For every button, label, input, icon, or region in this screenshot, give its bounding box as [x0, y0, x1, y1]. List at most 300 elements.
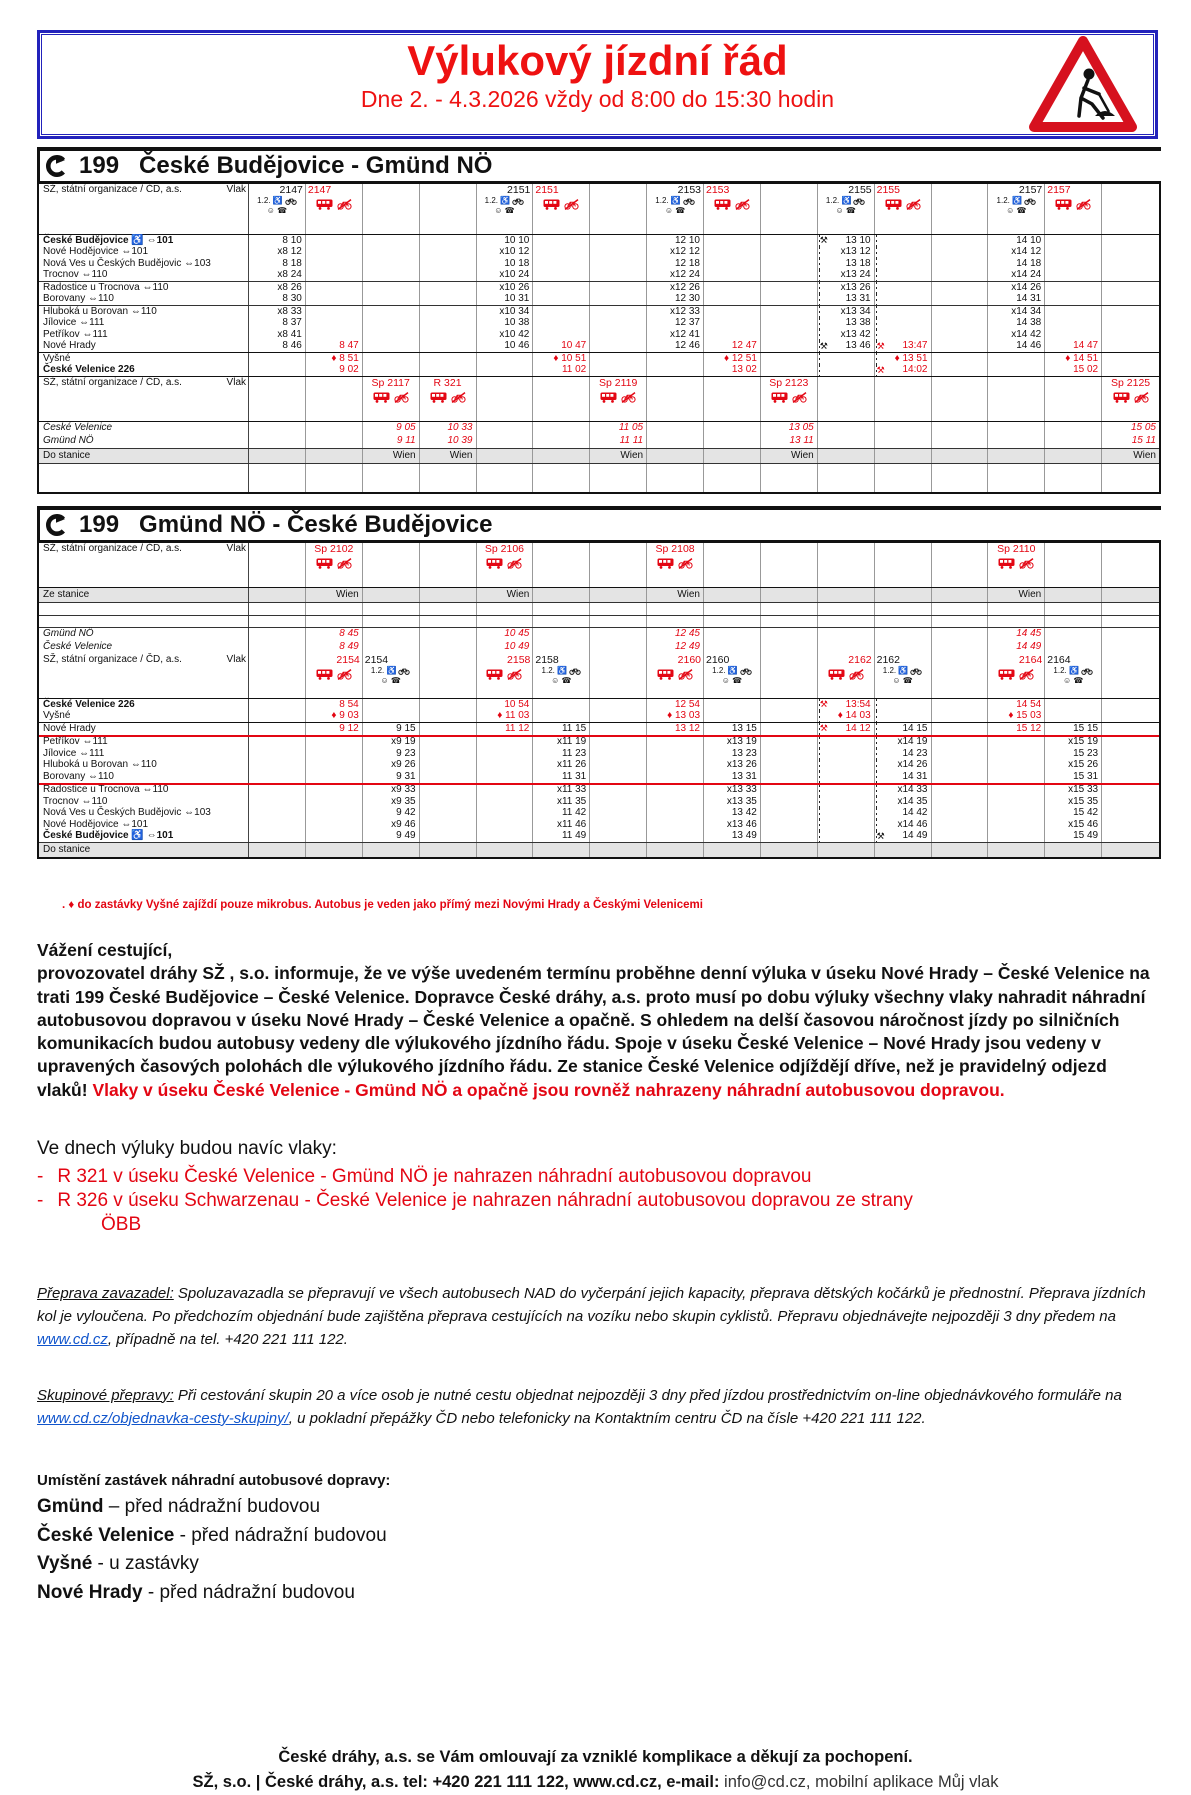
time-cell [420, 808, 477, 820]
timetable-section-outbound [37, 147, 1161, 494]
time-cell [590, 641, 647, 654]
class-symbols: 1.2. ♿ [877, 666, 929, 676]
timetable-outbound [37, 184, 1161, 494]
time-cell [420, 247, 477, 259]
time-cell [818, 819, 875, 831]
time-cell [306, 737, 363, 749]
time-cell [533, 306, 590, 318]
time-cell: ♦ 10 51 [533, 353, 590, 365]
station-label: Nová Ves u Českých Budějovic ⇔103 [39, 258, 249, 270]
time-cell [932, 748, 989, 760]
time-cell [1102, 270, 1159, 282]
time-cell [1102, 603, 1159, 615]
station-label [39, 616, 249, 628]
time-cell: x13 12 [818, 247, 875, 259]
time-cell [590, 771, 647, 783]
time-cell [875, 588, 932, 602]
bus-icon [771, 392, 788, 403]
time-cell: Wien [306, 588, 363, 602]
time-cell [704, 235, 761, 247]
time-cell [875, 464, 932, 492]
time-cell [704, 464, 761, 492]
footer-contacts-bold: SŽ, s.o. | České dráhy, a.s. tel: +420 221 111 122, www.cd.cz, e-mail: [192, 1772, 720, 1791]
timetable-row [39, 603, 1159, 616]
station-label: České Velenice 226 [39, 365, 249, 377]
bike-icon [569, 667, 581, 675]
class-symbols: 1.2. ♿ [365, 666, 417, 676]
time-cell [988, 796, 1045, 808]
extra-train-item [37, 1166, 1158, 1188]
train-column-header [647, 654, 704, 698]
time-cell: 15 02 [1045, 365, 1102, 377]
train-number: 2154 [364, 654, 389, 666]
time-cell [1102, 628, 1159, 641]
station-label [39, 464, 249, 492]
time-cell [477, 771, 534, 783]
time-cell [988, 365, 1045, 377]
time-cell [1102, 760, 1159, 772]
bus-stops [37, 1472, 1191, 1607]
time-cell: 8 46 [249, 341, 306, 353]
train-number: 2153 [677, 184, 701, 196]
time-cell: x9 46 [363, 819, 420, 831]
page-subtitle: Dne 2. - 4.3.2026 vždy od 8:00 do 15:30 hodin [360, 86, 835, 112]
service-symbols: ☺ ☎ [664, 206, 686, 216]
time-cell: Wien [988, 588, 1045, 602]
time-cell: x14 26 [988, 282, 1045, 294]
no-bikes-icon [1076, 199, 1091, 210]
time-cell [761, 843, 818, 857]
time-cell [1045, 616, 1102, 628]
train-column-header [533, 184, 590, 234]
time-cell [818, 353, 875, 365]
train-number: 2158 [535, 654, 559, 666]
time-cell [988, 616, 1045, 628]
no-bikes-icon [507, 669, 522, 680]
time-cell: 12 49 [647, 641, 704, 654]
bus-icon [657, 669, 674, 680]
timetable-row [39, 748, 1159, 760]
time-cell [477, 449, 534, 463]
train-column-header [1102, 654, 1159, 698]
time-cell [988, 760, 1045, 772]
train-column-header [704, 654, 761, 698]
time-cell [761, 258, 818, 270]
time-cell [533, 294, 590, 306]
train-number: 2151 [507, 184, 531, 196]
time-cell [306, 329, 363, 341]
stop-line [37, 1522, 1191, 1551]
train-number: 2164 [1018, 654, 1043, 666]
table1-title: České Budějovice - Gmünd NÖ [139, 152, 493, 179]
time-cell [647, 353, 704, 365]
service-symbols: ☺ ☎ [1006, 206, 1027, 216]
extra-train-item [37, 1190, 1158, 1212]
time-cell [647, 819, 704, 831]
time-cell [420, 785, 477, 797]
train-number: 2157 [1047, 184, 1071, 196]
time-cell: 9 23 [363, 748, 420, 760]
time-cell: x14 35 [875, 796, 932, 808]
salutation: Vážení cestující, [37, 940, 173, 960]
time-cell: 10 38 [477, 318, 534, 330]
time-cell: x11 26 [533, 760, 590, 772]
time-cell [249, 435, 306, 448]
station-label: Gmünd NÖ [39, 628, 249, 641]
time-cell [932, 306, 989, 318]
time-cell [533, 422, 590, 435]
train-column-header [647, 184, 704, 234]
time-cell [249, 748, 306, 760]
bus-icon [998, 669, 1015, 680]
timetable-row [39, 699, 1159, 711]
bus-icon [714, 199, 731, 210]
train-number: Sp 2117 [371, 377, 410, 389]
time-cell [306, 294, 363, 306]
service-symbols: ☺ ☎ [494, 206, 515, 216]
page [0, 30, 1191, 1791]
group-order-link[interactable]: www.cd.cz/objednavka-cesty-skupiny/ [37, 1409, 289, 1427]
time-cell [647, 748, 704, 760]
time-cell: 11 11 [590, 435, 647, 448]
time-cell: 10 47 [533, 341, 590, 353]
time-cell [590, 235, 647, 247]
time-cell [306, 808, 363, 820]
stop-line [37, 1550, 1191, 1579]
time-cell [1102, 294, 1159, 306]
time-cell: 9 15 [363, 723, 420, 735]
time-cell [875, 270, 932, 282]
bike-icon [853, 197, 865, 205]
time-cell: 15 49 [1045, 831, 1102, 843]
time-cell [1102, 329, 1159, 341]
bus-stops-title: Umístění zastávek náhradní autobusové dopravy: [37, 1472, 391, 1490]
time-cell [818, 760, 875, 772]
time-cell: 10 39 [420, 435, 477, 448]
time-cell: x10 26 [477, 282, 534, 294]
bike-icon [740, 667, 752, 675]
no-bikes-icon [1019, 558, 1034, 569]
time-cell [988, 831, 1045, 843]
train-column-header [932, 184, 989, 234]
bus-icon [998, 558, 1015, 569]
time-cell: x10 34 [477, 306, 534, 318]
time-cell: 11 02 [533, 365, 590, 377]
time-cell [818, 843, 875, 857]
time-cell [306, 435, 363, 448]
train-column-header [249, 654, 306, 698]
time-cell [306, 306, 363, 318]
header-banner [37, 30, 1158, 139]
no-bikes-icon [337, 669, 352, 680]
time-cell: 10 33 [420, 422, 477, 435]
train-column-header [590, 654, 647, 698]
train-number: 2151 [535, 184, 559, 196]
time-cell: Wien [1102, 449, 1159, 463]
time-cell [1102, 699, 1159, 711]
timetable-row [39, 353, 1159, 365]
train-column-header [1102, 184, 1159, 234]
time-cell [249, 641, 306, 654]
time-cell: 10 54 [477, 699, 534, 711]
time-cell: x12 33 [647, 306, 704, 318]
notice-body-red: Vlaky v úseku České Velenice - Gmünd NÖ a opačně jsou rovněž nahrazeny náhradní autobusovou dopravou. [92, 1079, 1005, 1100]
time-cell [761, 247, 818, 259]
time-cell: 13 31 [704, 771, 761, 783]
time-cell: 8 18 [249, 258, 306, 270]
time-cell [1102, 258, 1159, 270]
time-cell [420, 819, 477, 831]
time-cell [647, 796, 704, 808]
time-cell: 12 47 [704, 341, 761, 353]
obb-label: ÖBB [101, 1213, 142, 1235]
time-cell [420, 616, 477, 628]
train-column-header [590, 543, 647, 587]
time-cell: x14 33 [875, 785, 932, 797]
time-cell [420, 588, 477, 602]
time-cell [875, 449, 932, 463]
time-cell: 14 45 [988, 628, 1045, 641]
train-number: R 321 [433, 377, 462, 389]
time-cell: 11 15 [533, 723, 590, 735]
stop-name: Vyšné [37, 1553, 93, 1575]
time-cell [988, 737, 1045, 749]
time-cell [477, 435, 534, 448]
time-cell: ♦ 13 51 [875, 353, 932, 365]
station-label: Vyšné [39, 711, 249, 723]
time-cell: 15 05 [1130, 422, 1156, 434]
time-cell [932, 699, 989, 711]
page-footer [0, 1745, 1191, 1795]
class-symbols: 1.2. ♿ [990, 196, 1042, 206]
time-cell [1102, 616, 1159, 628]
no-bikes-icon [337, 199, 352, 210]
time-cell: x8 41 [249, 329, 306, 341]
bike-icon [512, 197, 524, 205]
bus-icon [828, 669, 845, 680]
time-cell [306, 843, 363, 857]
train-column-header [533, 377, 590, 421]
time-cell [818, 831, 875, 843]
time-cell [704, 711, 761, 723]
bus-icon [316, 199, 333, 210]
time-cell [761, 808, 818, 820]
station-label: Petříkov ⇔111 [39, 737, 249, 749]
train-header-row [39, 377, 1159, 422]
time-cell [363, 258, 420, 270]
time-cell [1102, 353, 1159, 365]
time-cell: ♦ 14 03 [818, 711, 875, 723]
line-number: 199 [79, 152, 120, 179]
time-cell [1102, 737, 1159, 749]
time-cell [988, 464, 1045, 492]
time-cell [306, 464, 363, 492]
time-cell [249, 353, 306, 365]
time-cell [1102, 843, 1159, 857]
time-cell [704, 699, 761, 711]
time-cell: 9 02 [306, 365, 363, 377]
time-cell [249, 831, 306, 843]
time-cell: x9 19 [363, 737, 420, 749]
train-column-header [420, 377, 477, 421]
time-cell [363, 247, 420, 259]
time-cell [420, 318, 477, 330]
class-symbols: 1.2. ♿ [479, 196, 531, 206]
train-column-header [363, 184, 420, 234]
timetable-row [39, 258, 1159, 270]
class-symbols: 1.2. ♿ [649, 196, 701, 206]
time-cell: 11 23 [533, 748, 590, 760]
train-column-header [875, 654, 932, 698]
time-cell [420, 365, 477, 377]
time-cell [875, 435, 932, 448]
bus-icon [1055, 199, 1072, 210]
time-cell [818, 641, 875, 654]
time-cell [761, 616, 818, 628]
time-cell [249, 711, 306, 723]
time-cell [363, 603, 420, 615]
time-cell [306, 235, 363, 247]
bus-icon [316, 558, 333, 569]
time-cell [363, 270, 420, 282]
time-cell [590, 247, 647, 259]
time-cell [590, 365, 647, 377]
time-cell: 9 49 [363, 831, 420, 843]
time-cell: ⚒ 13:47 [875, 341, 932, 353]
time-cell [590, 318, 647, 330]
bike-icon [1081, 667, 1093, 675]
time-cell [1045, 294, 1102, 306]
time-cell: 8 30 [249, 294, 306, 306]
time-cell [1102, 282, 1159, 294]
time-cell [647, 365, 704, 377]
time-cell [420, 843, 477, 857]
time-cell: x13 26 [818, 282, 875, 294]
direction-label: Do stanice [39, 843, 249, 857]
time-cell: 12 46 [647, 341, 704, 353]
time-cell [988, 435, 1045, 448]
time-cell: 14 15 [875, 723, 932, 735]
time-cell [533, 270, 590, 282]
time-cell [761, 699, 818, 711]
time-cell [590, 603, 647, 615]
extra-trains [37, 1138, 1158, 1236]
time-cell [1045, 699, 1102, 711]
time-cell [761, 737, 818, 749]
time-cell [647, 843, 704, 857]
time-cell [761, 771, 818, 783]
time-cell: x13 24 [818, 270, 875, 282]
time-cell: ♦ 11 03 [477, 711, 534, 723]
train-column-header [477, 543, 534, 587]
time-cell [590, 831, 647, 843]
cd-website-link[interactable]: www.cd.cz [37, 1331, 108, 1349]
direction-row [39, 449, 1159, 464]
main-notice [37, 939, 1158, 1102]
time-cell [761, 235, 818, 247]
time-cell: x11 46 [533, 819, 590, 831]
train-number: 2160 [706, 654, 730, 666]
footer-apology: České dráhy, a.s. se Vám omlouvají za vzniklé komplikace a děkují za pochopení. [278, 1748, 913, 1767]
time-cell [875, 699, 932, 711]
train-header-row [39, 654, 1159, 699]
time-cell [1045, 435, 1102, 448]
station-label: Radostice u Trocnova ⇔110 [39, 282, 249, 294]
time-cell [1045, 247, 1102, 259]
time-cell [306, 785, 363, 797]
time-cell [761, 306, 818, 318]
time-cell [704, 603, 761, 615]
time-cell [363, 294, 420, 306]
time-cell [647, 808, 704, 820]
time-cell: 10 18 [477, 258, 534, 270]
time-cell [818, 464, 875, 492]
train-number: 2164 [1047, 654, 1071, 666]
bullet-dash: - [37, 1165, 44, 1187]
time-cell: ♦ 14 51 [1045, 353, 1102, 365]
bike-icon [1024, 197, 1036, 205]
train-column-header [533, 543, 590, 587]
time-cell [647, 760, 704, 772]
time-cell [363, 628, 420, 641]
bus-icon [543, 199, 560, 210]
time-cell: x14 12 [988, 247, 1045, 259]
train-column-header [818, 184, 875, 234]
station-label: České Budějovice ♿ ⇔101 [39, 235, 249, 247]
time-cell [477, 422, 534, 435]
station-label: Borovany ⇔110 [39, 294, 249, 306]
time-cell [533, 843, 590, 857]
time-cell [420, 711, 477, 723]
time-cell [761, 628, 818, 641]
bus-icon [486, 558, 503, 569]
station-label [39, 603, 249, 615]
diamond-footnote: . ♦ do zastávky Vyšné zajíždí pouze mikrobus. Autobus je veden jako přímý mezi Novými Hrady a Českými Velenicemi [62, 899, 703, 911]
no-bikes-icon [1134, 392, 1149, 403]
time-cell [988, 603, 1045, 615]
service-symbols: ☺ ☎ [380, 676, 401, 686]
time-cell [818, 616, 875, 628]
train-column-header [818, 377, 875, 421]
time-cell [306, 819, 363, 831]
time-cell [761, 819, 818, 831]
time-cell [477, 760, 534, 772]
time-cell: 13 02 [704, 365, 761, 377]
time-cell [363, 464, 420, 492]
time-cell: Wien [363, 449, 420, 463]
workdays-icon: ⚒ [876, 830, 885, 841]
no-bikes-icon [621, 392, 636, 403]
service-symbols: ☺ ☎ [1063, 676, 1084, 686]
train-number: Sp 2106 [484, 543, 524, 555]
bike-icon [683, 197, 695, 205]
time-cell [1102, 771, 1159, 783]
time-cell: 13 31 [818, 294, 875, 306]
time-cell: x14 46 [875, 819, 932, 831]
train-number: 2162 [848, 654, 872, 666]
time-cell [647, 435, 704, 448]
time-cell [249, 760, 306, 772]
station-label: Trocnov ⇔110 [39, 270, 249, 282]
train-column-header [818, 654, 875, 698]
time-cell [988, 422, 1045, 435]
time-cell [761, 294, 818, 306]
page-title: Výlukový jízdní řád [407, 37, 788, 84]
time-cell [704, 616, 761, 628]
time-cell [704, 282, 761, 294]
train-column-header [875, 377, 932, 421]
train-number: Sp 2123 [769, 377, 809, 389]
